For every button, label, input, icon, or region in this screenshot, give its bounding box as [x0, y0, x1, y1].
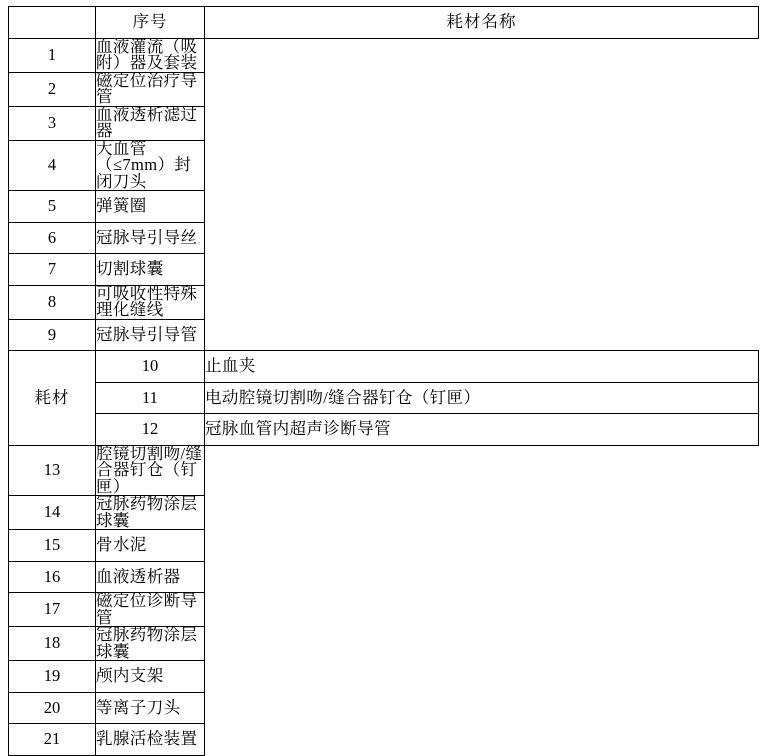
row-index: 4: [9, 140, 96, 191]
row-index: 8: [9, 285, 96, 319]
row-index: 20: [9, 692, 96, 724]
row-index: 17: [9, 593, 96, 627]
row-name: 磁定位诊断导管: [96, 593, 205, 627]
row-index: 7: [9, 254, 96, 286]
row-index: 1: [9, 38, 96, 72]
table-row: [9, 445, 759, 496]
row-index: 12: [96, 414, 205, 446]
row-name: 等离子刀头: [96, 692, 205, 724]
row-name: 冠脉药物涂层球囊: [96, 627, 205, 661]
row-name: 电动腔镜切割吻/缝合器钉仓（钉匣）: [205, 382, 759, 414]
row-name: 冠脉导引导管: [96, 319, 205, 351]
table-row: [9, 222, 759, 254]
row-index: 16: [9, 561, 96, 593]
table-row: [9, 692, 759, 724]
table-row: [9, 627, 759, 661]
table-row: [9, 106, 759, 140]
table-row: [9, 140, 759, 191]
row-index: 13: [9, 445, 96, 496]
row-index: 10: [96, 351, 205, 383]
row-name: 冠脉导引导丝: [96, 222, 205, 254]
row-index: 9: [9, 319, 96, 351]
row-name: 乳腺活检装置: [96, 724, 205, 756]
table-row: [9, 38, 759, 72]
materials-table: [8, 6, 759, 756]
row-name: 冠脉药物涂层球囊: [96, 496, 205, 530]
table-row: [9, 724, 759, 756]
row-name: 腔镜切割吻/缝合器钉仓（钉匣）: [96, 445, 205, 496]
table-row-with-group: [9, 351, 759, 383]
table-row: [9, 593, 759, 627]
row-index: 18: [9, 627, 96, 661]
group-label-cell: 耗材: [9, 351, 96, 446]
table-row: [9, 254, 759, 286]
row-index: 21: [9, 724, 96, 756]
table-row: [9, 191, 759, 223]
row-index: 2: [9, 72, 96, 106]
row-name: 血液灌流（吸附）器及套装: [96, 38, 205, 72]
table-row: [9, 530, 759, 562]
row-index: 6: [9, 222, 96, 254]
table-row: [9, 561, 759, 593]
row-name: 骨水泥: [96, 530, 205, 562]
row-index: 3: [9, 106, 96, 140]
header-group-cell: [9, 7, 96, 39]
row-name: 血液透析滤过器: [96, 106, 205, 140]
row-index: 14: [9, 496, 96, 530]
row-index: 5: [9, 191, 96, 223]
header-index-cell: 序号: [96, 7, 205, 39]
row-index: 19: [9, 661, 96, 693]
row-name: 大血管（≤7mm）封闭刀头: [96, 140, 205, 191]
table-row: [9, 382, 759, 414]
row-name: 冠脉血管内超声诊断导管: [205, 414, 759, 446]
row-name: 血液透析器: [96, 561, 205, 593]
row-name: 颅内支架: [96, 661, 205, 693]
row-index: 11: [96, 382, 205, 414]
row-name: 磁定位治疗导管: [96, 72, 205, 106]
table-row: [9, 319, 759, 351]
table-row: [9, 72, 759, 106]
table-header-row: [9, 7, 759, 39]
row-name: 止血夹: [205, 351, 759, 383]
table-row: [9, 414, 759, 446]
table-row: [9, 496, 759, 530]
row-name: 切割球囊: [96, 254, 205, 286]
table-row: [9, 285, 759, 319]
row-index: 15: [9, 530, 96, 562]
header-name-cell: 耗材名称: [205, 7, 759, 39]
row-name: 可吸收性特殊理化缝线: [96, 285, 205, 319]
table-body: [9, 7, 759, 756]
row-name: 弹簧圈: [96, 191, 205, 223]
table-row: [9, 661, 759, 693]
